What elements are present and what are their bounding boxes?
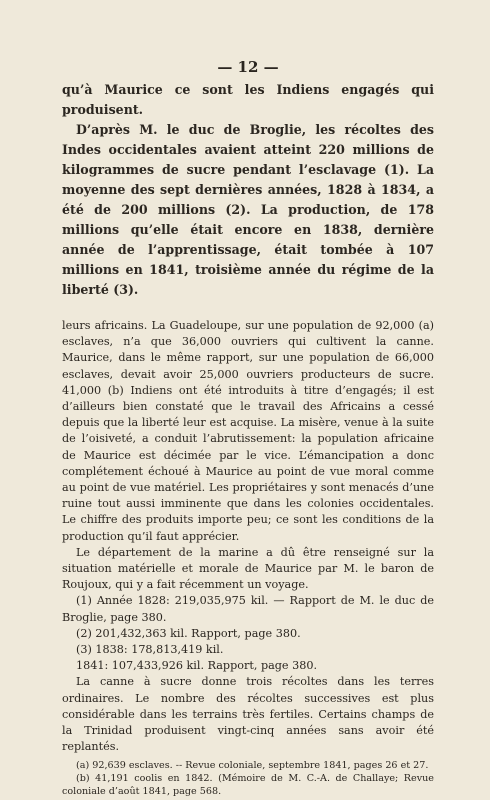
notes-paragraph-2: Le département de la marine a dû être renseigné sur la situation matérielle et morale de Maurice par M. le baron de Roujoux, qui y a fait récemment un voyage. — [62, 545, 434, 592]
footnote-b: (b) 41,191 coolis en 1842. (Mémoire de M. C.-A. de Challaye; Revue coloniale d’août 1841, page 568. — [62, 773, 434, 798]
main-text — [62, 80, 434, 300]
footnotes — [62, 759, 434, 798]
reference-2: (2) 201,432,363 kil. Rapport, page 380. — [76, 626, 301, 640]
footnote-a: (a) 92,639 esclaves. -- Revue coloniale, septembre 1841, pages 26 et 27. — [76, 760, 429, 772]
notes-text — [62, 318, 434, 755]
main-paragraph-1: qu’à Maurice ce sont les Indiens engagés qui produisent. — [62, 82, 434, 117]
reference-1: (1) Année 1828: 219,035,975 kil. — Rapport de M. le duc de Broglie, page 380. — [62, 594, 434, 624]
notes-paragraph-3: La canne à sucre donne trois récoltes dans les terres ordinaires. Le nombre des récoltes successives est plus considérable dans les terrains très fertiles. Certains champs de la Trinidad produisent vingt-cinq années sans avoir été replantés. — [62, 675, 434, 754]
notes-paragraph-1: leurs africains. La Guadeloupe, sur une population de 92,000 (a) esclaves, n’a que 36,000 ouvriers qui cultivent la canne. Maurice, dans le même rapport, sur une population de 66,000 esclaves, devait avoir 25,000 ouvriers producteurs de sucre. 41,000 (b) Indiens ont été introduits à titre d’engagés; il est d’ailleurs bien constaté que le travail des Africains a cessé depuis que la liberté leur est acquise. La misère, venue à la suite de l’oisiveté, a conduit l’abrutissement: la population africaine de Maurice est décimée par le vice. L’émancipation a donc complétement échoué à Maurice au point de vue moral comme au point de vue matériel. Les propriétaires y sont menacés d’une ruine tout aussi imminente que dans les colonies occidentales. Le chiffre des produits importe peu; ce sont les conditions de la production qu’il faut apprécier. — [62, 319, 434, 543]
page-number: — 12 — — [217, 58, 279, 76]
main-paragraph-2: D’après M. le duc de Broglie, les récoltes des Indes occidentales avaient atteint 220 millions de kilogrammes de sucre pendant l’esclavage (1). La moyenne des sept dernières années, 1828 à 1834, a été de 200 millions (2). La production, de 178 millions qu’elle était encore en 1838, dernière année de l’apprentissage, était tombée à 107 millions en 1841, troisième année du régime de la liberté (3). — [62, 122, 434, 297]
reference-3: (3) 1838: 178,813,419 kil. — [76, 643, 224, 657]
reference-4: 1841: 107,433,926 kil. Rapport, page 380. — [76, 659, 318, 673]
